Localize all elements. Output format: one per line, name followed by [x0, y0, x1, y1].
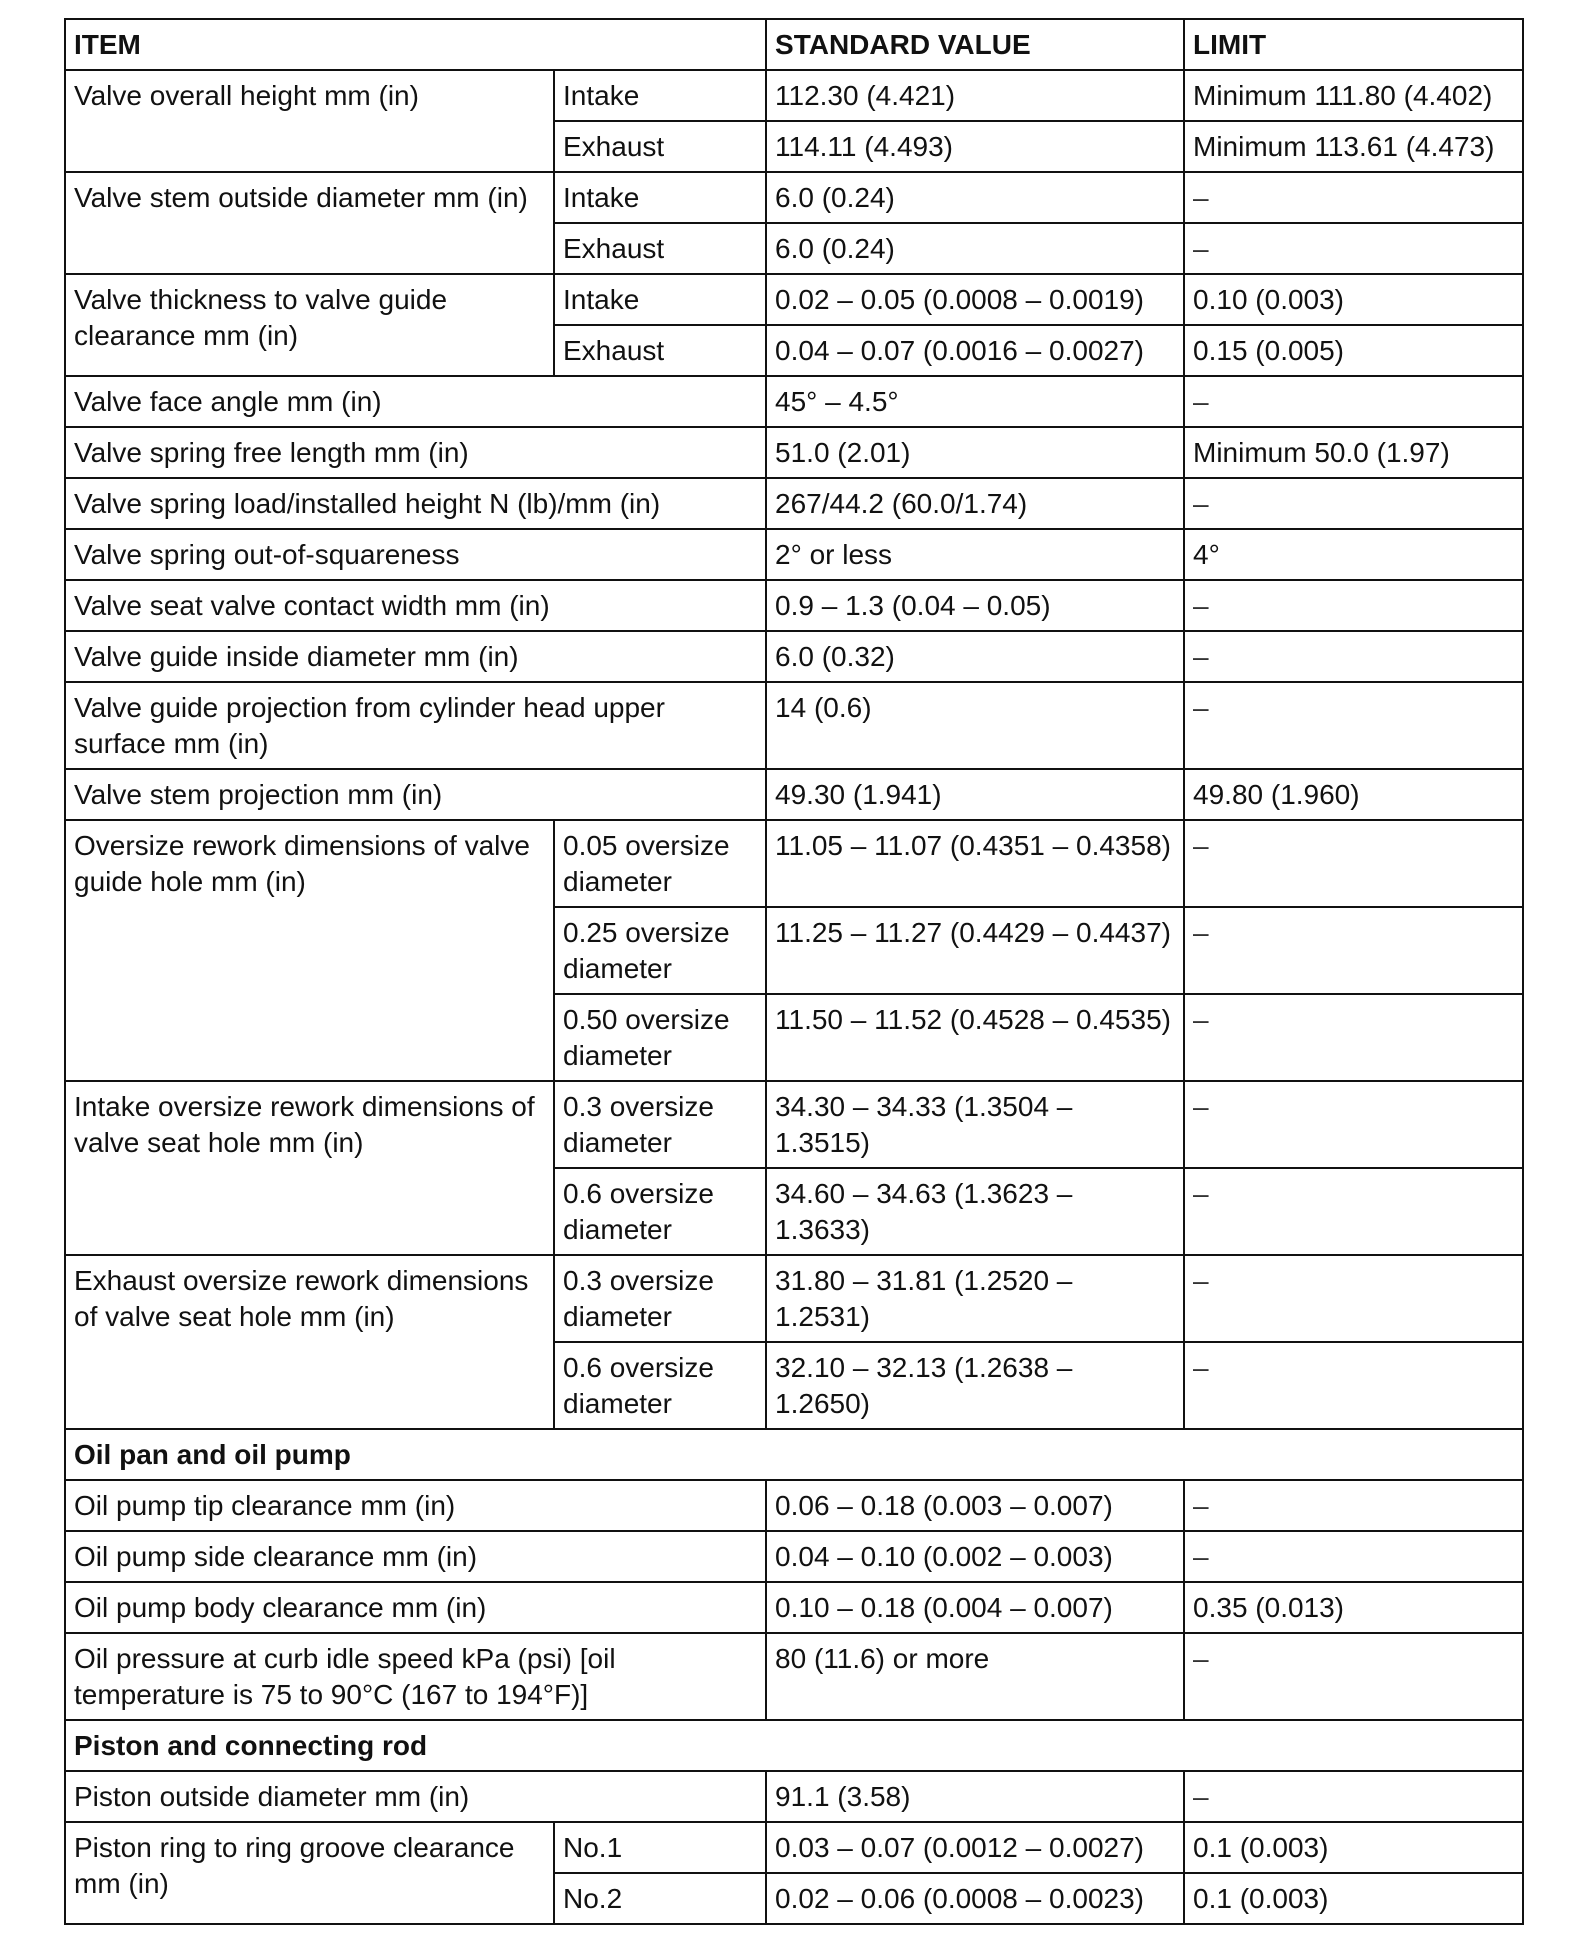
standard-value-cell: 0.06 – 0.18 (0.003 – 0.007) — [766, 1480, 1184, 1531]
item-cell: Oil pressure at curb idle speed kPa (psi) [oil temperature is 75 to 90°C (167 to 194°F)] — [65, 1633, 766, 1720]
standard-value-cell: 267/44.2 (60.0/1.74) — [766, 478, 1184, 529]
limit-cell: 49.80 (1.960) — [1184, 769, 1523, 820]
sub-item-cell: Exhaust — [554, 121, 766, 172]
header-standard-value: STANDARD VALUE — [766, 19, 1184, 70]
limit-cell: – — [1184, 1255, 1523, 1342]
table-row — [65, 820, 1523, 907]
limit-cell: – — [1184, 1081, 1523, 1168]
standard-value-cell: 112.30 (4.421) — [766, 70, 1184, 121]
section-heading: Piston and connecting rod — [65, 1720, 1523, 1771]
sub-item-cell: 0.3 oversize diameter — [554, 1081, 766, 1168]
standard-value-cell: 6.0 (0.32) — [766, 631, 1184, 682]
standard-value-cell: 51.0 (2.01) — [766, 427, 1184, 478]
item-cell: Oil pump tip clearance mm (in) — [65, 1480, 766, 1531]
table-row — [65, 529, 1523, 580]
standard-value-cell: 49.30 (1.941) — [766, 769, 1184, 820]
standard-value-cell: 0.04 – 0.07 (0.0016 – 0.0027) — [766, 325, 1184, 376]
sub-item-cell: Intake — [554, 172, 766, 223]
limit-cell: 0.1 (0.003) — [1184, 1873, 1523, 1924]
item-cell: Piston ring to ring groove clearance mm (in) — [65, 1822, 554, 1924]
limit-cell: – — [1184, 907, 1523, 994]
item-cell: Valve face angle mm (in) — [65, 376, 766, 427]
standard-value-cell: 0.02 – 0.06 (0.0008 – 0.0023) — [766, 1873, 1184, 1924]
standard-value-cell: 34.60 – 34.63 (1.3623 – 1.3633) — [766, 1168, 1184, 1255]
item-cell: Valve thickness to valve guide clearance mm (in) — [65, 274, 554, 376]
limit-cell: Minimum 111.80 (4.402) — [1184, 70, 1523, 121]
item-cell: Valve spring load/installed height N (lb)/mm (in) — [65, 478, 766, 529]
limit-cell: 0.15 (0.005) — [1184, 325, 1523, 376]
table-row — [65, 376, 1523, 427]
section-heading: Oil pan and oil pump — [65, 1429, 1523, 1480]
item-cell: Valve spring free length mm (in) — [65, 427, 766, 478]
limit-cell: – — [1184, 1531, 1523, 1582]
table-row — [65, 1255, 1523, 1342]
item-cell: Oil pump side clearance mm (in) — [65, 1531, 766, 1582]
sub-item-cell: Exhaust — [554, 223, 766, 274]
specification-table — [64, 18, 1524, 1925]
sub-item-cell: Exhaust — [554, 325, 766, 376]
limit-cell: – — [1184, 580, 1523, 631]
standard-value-cell: 0.10 – 0.18 (0.004 – 0.007) — [766, 1582, 1184, 1633]
section-row — [65, 1429, 1523, 1480]
standard-value-cell: 11.25 – 11.27 (0.4429 – 0.4437) — [766, 907, 1184, 994]
limit-cell: 0.10 (0.003) — [1184, 274, 1523, 325]
standard-value-cell: 0.9 – 1.3 (0.04 – 0.05) — [766, 580, 1184, 631]
limit-cell: – — [1184, 631, 1523, 682]
limit-cell: Minimum 50.0 (1.97) — [1184, 427, 1523, 478]
sub-item-cell: Intake — [554, 274, 766, 325]
limit-cell: – — [1184, 376, 1523, 427]
standard-value-cell: 114.11 (4.493) — [766, 121, 1184, 172]
header-row — [65, 19, 1523, 70]
standard-value-cell: 80 (11.6) or more — [766, 1633, 1184, 1720]
table-row — [65, 631, 1523, 682]
sub-item-cell: 0.50 oversize diameter — [554, 994, 766, 1081]
sub-item-cell: 0.6 oversize diameter — [554, 1168, 766, 1255]
limit-cell: – — [1184, 1342, 1523, 1429]
table-row — [65, 70, 1523, 121]
table-row — [65, 769, 1523, 820]
table-row — [65, 172, 1523, 223]
limit-cell: 0.1 (0.003) — [1184, 1822, 1523, 1873]
item-cell: Oversize rework dimensions of valve guide hole mm (in) — [65, 820, 554, 1081]
table-row — [65, 1771, 1523, 1822]
section-row — [65, 1720, 1523, 1771]
standard-value-cell: 0.03 – 0.07 (0.0012 – 0.0027) — [766, 1822, 1184, 1873]
standard-value-cell: 91.1 (3.58) — [766, 1771, 1184, 1822]
limit-cell: – — [1184, 1633, 1523, 1720]
standard-value-cell: 11.50 – 11.52 (0.4528 – 0.4535) — [766, 994, 1184, 1081]
standard-value-cell: 6.0 (0.24) — [766, 223, 1184, 274]
item-cell: Valve spring out-of-squareness — [65, 529, 766, 580]
limit-cell: – — [1184, 478, 1523, 529]
item-cell: Valve stem projection mm (in) — [65, 769, 766, 820]
limit-cell: – — [1184, 1480, 1523, 1531]
standard-value-cell: 31.80 – 31.81 (1.2520 – 1.2531) — [766, 1255, 1184, 1342]
limit-cell: – — [1184, 994, 1523, 1081]
limit-cell: – — [1184, 223, 1523, 274]
header-limit: LIMIT — [1184, 19, 1523, 70]
limit-cell: – — [1184, 682, 1523, 769]
standard-value-cell: 6.0 (0.24) — [766, 172, 1184, 223]
table-row — [65, 1582, 1523, 1633]
item-cell: Valve stem outside diameter mm (in) — [65, 172, 554, 274]
sub-item-cell: 0.3 oversize diameter — [554, 1255, 766, 1342]
header-item: ITEM — [65, 19, 766, 70]
limit-cell: 0.35 (0.013) — [1184, 1582, 1523, 1633]
sub-item-cell: No.1 — [554, 1822, 766, 1873]
sub-item-cell: No.2 — [554, 1873, 766, 1924]
table-row — [65, 1633, 1523, 1720]
item-cell: Intake oversize rework dimensions of valve seat hole mm (in) — [65, 1081, 554, 1255]
table-row — [65, 1480, 1523, 1531]
sub-item-cell: 0.25 oversize diameter — [554, 907, 766, 994]
item-cell: Exhaust oversize rework dimensions of valve seat hole mm (in) — [65, 1255, 554, 1429]
standard-value-cell: 34.30 – 34.33 (1.3504 – 1.3515) — [766, 1081, 1184, 1168]
item-cell: Valve guide projection from cylinder head upper surface mm (in) — [65, 682, 766, 769]
table-row — [65, 1531, 1523, 1582]
standard-value-cell: 45° – 4.5° — [766, 376, 1184, 427]
limit-cell: – — [1184, 172, 1523, 223]
table-row — [65, 427, 1523, 478]
standard-value-cell: 32.10 – 32.13 (1.2638 – 1.2650) — [766, 1342, 1184, 1429]
table-row — [65, 478, 1523, 529]
standard-value-cell: 0.02 – 0.05 (0.0008 – 0.0019) — [766, 274, 1184, 325]
item-cell: Piston outside diameter mm (in) — [65, 1771, 766, 1822]
limit-cell: – — [1184, 1168, 1523, 1255]
standard-value-cell: 11.05 – 11.07 (0.4351 – 0.4358) — [766, 820, 1184, 907]
standard-value-cell: 2° or less — [766, 529, 1184, 580]
sub-item-cell: Intake — [554, 70, 766, 121]
table-row — [65, 1081, 1523, 1168]
table-row — [65, 274, 1523, 325]
table-row — [65, 580, 1523, 631]
item-cell: Valve seat valve contact width mm (in) — [65, 580, 766, 631]
item-cell: Oil pump body clearance mm (in) — [65, 1582, 766, 1633]
standard-value-cell: 14 (0.6) — [766, 682, 1184, 769]
limit-cell: Minimum 113.61 (4.473) — [1184, 121, 1523, 172]
item-cell: Valve overall height mm (in) — [65, 70, 554, 172]
item-cell: Valve guide inside diameter mm (in) — [65, 631, 766, 682]
limit-cell: 4° — [1184, 529, 1523, 580]
table-row — [65, 1822, 1523, 1873]
sub-item-cell: 0.6 oversize diameter — [554, 1342, 766, 1429]
table-row — [65, 682, 1523, 769]
standard-value-cell: 0.04 – 0.10 (0.002 – 0.003) — [766, 1531, 1184, 1582]
sub-item-cell: 0.05 oversize diameter — [554, 820, 766, 907]
limit-cell: – — [1184, 1771, 1523, 1822]
limit-cell: – — [1184, 820, 1523, 907]
